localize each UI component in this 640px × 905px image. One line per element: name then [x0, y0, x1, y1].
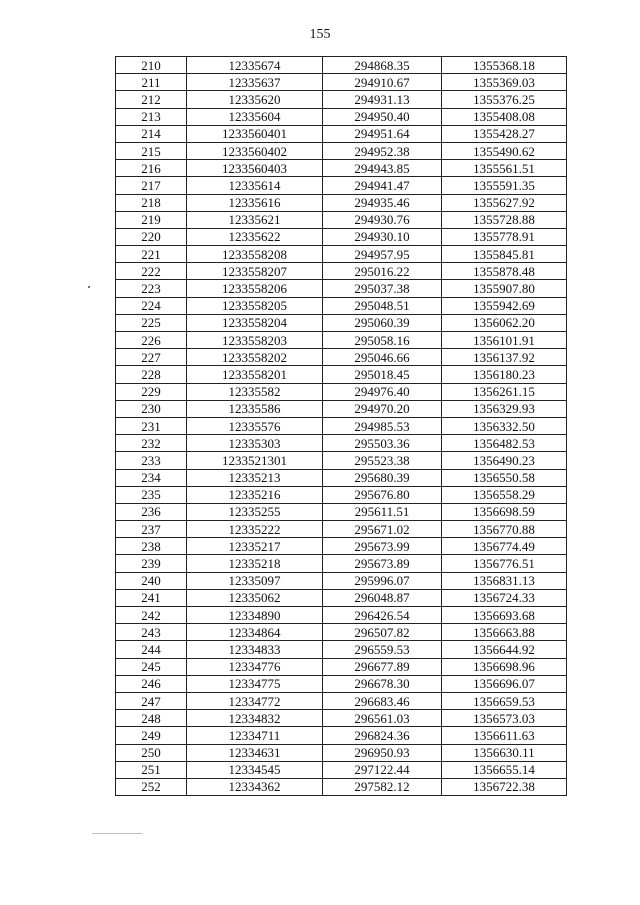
cell-y: 1355627.92	[442, 194, 567, 211]
cell-point-id: 12335213	[187, 469, 323, 486]
cell-row-number: 232	[116, 435, 187, 452]
cell-row-number: 237	[116, 521, 187, 538]
table-row	[116, 91, 567, 108]
cell-y: 1356611.63	[442, 727, 567, 744]
cell-row-number: 217	[116, 177, 187, 194]
cell-point-id: 12334775	[187, 675, 323, 692]
cell-point-id: 12334864	[187, 624, 323, 641]
cell-point-id: 12335218	[187, 555, 323, 572]
cell-row-number: 252	[116, 778, 187, 795]
cell-y: 1356696.07	[442, 675, 567, 692]
cell-point-id: 1233558205	[187, 297, 323, 314]
cell-y: 1356644.92	[442, 641, 567, 658]
cell-point-id: 1233558201	[187, 366, 323, 383]
cell-row-number: 234	[116, 469, 187, 486]
table-row	[116, 263, 567, 280]
cell-point-id: 1233558207	[187, 263, 323, 280]
cell-point-id: 1233560403	[187, 160, 323, 177]
scan-mark	[92, 833, 142, 834]
cell-y: 1356332.50	[442, 417, 567, 434]
cell-point-id: 12335674	[187, 57, 323, 74]
cell-y: 1356831.13	[442, 572, 567, 589]
cell-x: 294868.35	[323, 57, 442, 74]
table-row	[116, 469, 567, 486]
cell-row-number: 243	[116, 624, 187, 641]
cell-point-id: 12335062	[187, 589, 323, 606]
cell-x: 295016.22	[323, 263, 442, 280]
cell-point-id: 12335604	[187, 108, 323, 125]
cell-x: 295058.16	[323, 332, 442, 349]
cell-y: 1356180.23	[442, 366, 567, 383]
cell-point-id: 12334776	[187, 658, 323, 675]
cell-point-id: 12334711	[187, 727, 323, 744]
cell-x: 294935.46	[323, 194, 442, 211]
cell-row-number: 221	[116, 246, 187, 263]
cell-point-id: 12335303	[187, 435, 323, 452]
cell-x: 297122.44	[323, 761, 442, 778]
cell-y: 1356663.88	[442, 624, 567, 641]
cell-row-number: 212	[116, 91, 187, 108]
cell-row-number: 220	[116, 228, 187, 245]
cell-y: 1355845.81	[442, 246, 567, 263]
cell-point-id: 12335621	[187, 211, 323, 228]
cell-row-number: 242	[116, 607, 187, 624]
cell-x: 295676.80	[323, 486, 442, 503]
cell-x: 296678.30	[323, 675, 442, 692]
cell-y: 1356329.93	[442, 400, 567, 417]
cell-row-number: 241	[116, 589, 187, 606]
table-body	[116, 57, 567, 796]
cell-y: 1356698.96	[442, 658, 567, 675]
cell-y: 1356137.92	[442, 349, 567, 366]
cell-row-number: 246	[116, 675, 187, 692]
table-row	[116, 57, 567, 74]
table-row	[116, 727, 567, 744]
cell-row-number: 224	[116, 297, 187, 314]
table-row	[116, 710, 567, 727]
cell-y: 1356774.49	[442, 538, 567, 555]
cell-x: 295523.38	[323, 452, 442, 469]
cell-y: 1355942.69	[442, 297, 567, 314]
table-row	[116, 383, 567, 400]
table-row	[116, 125, 567, 142]
table-row	[116, 194, 567, 211]
table-row	[116, 761, 567, 778]
cell-y: 1355907.80	[442, 280, 567, 297]
cell-row-number: 218	[116, 194, 187, 211]
cell-y: 1356558.29	[442, 486, 567, 503]
cell-row-number: 233	[116, 452, 187, 469]
cell-point-id: 12335616	[187, 194, 323, 211]
cell-row-number: 222	[116, 263, 187, 280]
cell-row-number: 223	[116, 280, 187, 297]
table-row	[116, 160, 567, 177]
cell-x: 296950.93	[323, 744, 442, 761]
cell-x: 296048.87	[323, 589, 442, 606]
table-row	[116, 142, 567, 159]
cell-x: 294970.20	[323, 400, 442, 417]
cell-y: 1356261.15	[442, 383, 567, 400]
cell-y: 1356776.51	[442, 555, 567, 572]
table-row	[116, 675, 567, 692]
cell-row-number: 250	[116, 744, 187, 761]
cell-x: 295680.39	[323, 469, 442, 486]
cell-x: 296507.82	[323, 624, 442, 641]
cell-y: 1355778.91	[442, 228, 567, 245]
cell-row-number: 229	[116, 383, 187, 400]
cell-row-number: 210	[116, 57, 187, 74]
table-row	[116, 503, 567, 520]
cell-y: 1356722.38	[442, 778, 567, 795]
table-row	[116, 624, 567, 641]
cell-y: 1355428.27	[442, 125, 567, 142]
cell-point-id: 12335576	[187, 417, 323, 434]
cell-point-id: 12335097	[187, 572, 323, 589]
cell-x: 294985.53	[323, 417, 442, 434]
cell-row-number: 219	[116, 211, 187, 228]
cell-x: 294941.47	[323, 177, 442, 194]
cell-point-id: 12335216	[187, 486, 323, 503]
table-row	[116, 744, 567, 761]
cell-point-id: 12335217	[187, 538, 323, 555]
cell-x: 295503.36	[323, 435, 442, 452]
cell-point-id: 1233558203	[187, 332, 323, 349]
cell-x: 296824.36	[323, 727, 442, 744]
cell-x: 294930.10	[323, 228, 442, 245]
cell-point-id: 12335622	[187, 228, 323, 245]
cell-x: 294930.76	[323, 211, 442, 228]
cell-row-number: 213	[116, 108, 187, 125]
cell-y: 1355369.03	[442, 74, 567, 91]
table-row	[116, 280, 567, 297]
cell-y: 1355368.18	[442, 57, 567, 74]
cell-row-number: 225	[116, 314, 187, 331]
cell-x: 295060.39	[323, 314, 442, 331]
cell-x: 294943.85	[323, 160, 442, 177]
cell-row-number: 231	[116, 417, 187, 434]
table-row	[116, 435, 567, 452]
cell-x: 295673.99	[323, 538, 442, 555]
cell-point-id: 1233558206	[187, 280, 323, 297]
table-row	[116, 74, 567, 91]
cell-x: 294910.67	[323, 74, 442, 91]
cell-x: 294950.40	[323, 108, 442, 125]
table-row	[116, 641, 567, 658]
cell-point-id: 1233521301	[187, 452, 323, 469]
table-row	[116, 417, 567, 434]
cell-y: 1356101.91	[442, 332, 567, 349]
cell-row-number: 245	[116, 658, 187, 675]
cell-y: 1355408.08	[442, 108, 567, 125]
cell-point-id: 12334832	[187, 710, 323, 727]
cell-row-number: 230	[116, 400, 187, 417]
cell-point-id: 1233560402	[187, 142, 323, 159]
page-number: 155	[309, 27, 331, 42]
cell-row-number: 235	[116, 486, 187, 503]
cell-row-number: 251	[116, 761, 187, 778]
cell-x: 296683.46	[323, 692, 442, 709]
cell-x: 296426.54	[323, 607, 442, 624]
cell-row-number: 211	[116, 74, 187, 91]
cell-row-number: 216	[116, 160, 187, 177]
table-row	[116, 314, 567, 331]
table-row	[116, 692, 567, 709]
table-row	[116, 538, 567, 555]
cell-x: 295048.51	[323, 297, 442, 314]
table-row	[116, 211, 567, 228]
cell-x: 295671.02	[323, 521, 442, 538]
cell-point-id: 12335586	[187, 400, 323, 417]
table-row	[116, 366, 567, 383]
cell-y: 1356724.33	[442, 589, 567, 606]
cell-y: 1356482.53	[442, 435, 567, 452]
cell-row-number: 249	[116, 727, 187, 744]
cell-point-id: 12334772	[187, 692, 323, 709]
cell-x: 295018.45	[323, 366, 442, 383]
cell-y: 1355490.62	[442, 142, 567, 159]
table-row	[116, 658, 567, 675]
cell-point-id: 12334890	[187, 607, 323, 624]
cell-x: 294976.40	[323, 383, 442, 400]
cell-x: 295611.51	[323, 503, 442, 520]
cell-x: 294931.13	[323, 91, 442, 108]
cell-row-number: 248	[116, 710, 187, 727]
cell-row-number: 244	[116, 641, 187, 658]
cell-row-number: 226	[116, 332, 187, 349]
cell-y: 1356693.68	[442, 607, 567, 624]
cell-y: 1356655.14	[442, 761, 567, 778]
cell-row-number: 228	[116, 366, 187, 383]
cell-x: 295996.07	[323, 572, 442, 589]
cell-y: 1356770.88	[442, 521, 567, 538]
cell-point-id: 12334833	[187, 641, 323, 658]
table-row	[116, 246, 567, 263]
cell-y: 1355376.25	[442, 91, 567, 108]
cell-row-number: 236	[116, 503, 187, 520]
table-row	[116, 572, 567, 589]
cell-x: 297582.12	[323, 778, 442, 795]
cell-row-number: 247	[116, 692, 187, 709]
cell-point-id: 12335222	[187, 521, 323, 538]
cell-point-id: 12334545	[187, 761, 323, 778]
cell-y: 1355561.51	[442, 160, 567, 177]
cell-row-number: 214	[116, 125, 187, 142]
cell-x: 296559.53	[323, 641, 442, 658]
cell-y: 1356062.20	[442, 314, 567, 331]
cell-row-number: 238	[116, 538, 187, 555]
cell-y: 1356490.23	[442, 452, 567, 469]
cell-x: 295673.89	[323, 555, 442, 572]
scan-speck	[88, 286, 90, 288]
cell-point-id: 1233560401	[187, 125, 323, 142]
cell-row-number: 239	[116, 555, 187, 572]
cell-y: 1356698.59	[442, 503, 567, 520]
cell-point-id: 12334631	[187, 744, 323, 761]
cell-x: 295037.38	[323, 280, 442, 297]
table-row	[116, 778, 567, 795]
cell-x: 294951.64	[323, 125, 442, 142]
cell-point-id: 12335637	[187, 74, 323, 91]
table-row	[116, 400, 567, 417]
table-row	[116, 228, 567, 245]
cell-point-id: 12335614	[187, 177, 323, 194]
cell-x: 296677.89	[323, 658, 442, 675]
table-row	[116, 486, 567, 503]
cell-row-number: 240	[116, 572, 187, 589]
coordinates-table	[115, 56, 567, 796]
cell-point-id: 1233558208	[187, 246, 323, 263]
cell-point-id: 12334362	[187, 778, 323, 795]
cell-y: 1356630.11	[442, 744, 567, 761]
table-row	[116, 177, 567, 194]
cell-y: 1355728.88	[442, 211, 567, 228]
table-row	[116, 555, 567, 572]
table-row	[116, 521, 567, 538]
cell-x: 295046.66	[323, 349, 442, 366]
cell-y: 1356550.58	[442, 469, 567, 486]
cell-point-id: 12335255	[187, 503, 323, 520]
cell-y: 1355591.35	[442, 177, 567, 194]
cell-y: 1356573.03	[442, 710, 567, 727]
cell-row-number: 227	[116, 349, 187, 366]
table-row	[116, 349, 567, 366]
table-row	[116, 108, 567, 125]
cell-x: 294957.95	[323, 246, 442, 263]
table-row	[116, 297, 567, 314]
cell-point-id: 1233558204	[187, 314, 323, 331]
table-row	[116, 589, 567, 606]
table-row	[116, 332, 567, 349]
cell-y: 1355878.48	[442, 263, 567, 280]
cell-point-id: 12335582	[187, 383, 323, 400]
cell-x: 294952.38	[323, 142, 442, 159]
table-row	[116, 452, 567, 469]
table-row	[116, 607, 567, 624]
cell-y: 1356659.53	[442, 692, 567, 709]
cell-row-number: 215	[116, 142, 187, 159]
cell-point-id: 12335620	[187, 91, 323, 108]
cell-point-id: 1233558202	[187, 349, 323, 366]
cell-x: 296561.03	[323, 710, 442, 727]
